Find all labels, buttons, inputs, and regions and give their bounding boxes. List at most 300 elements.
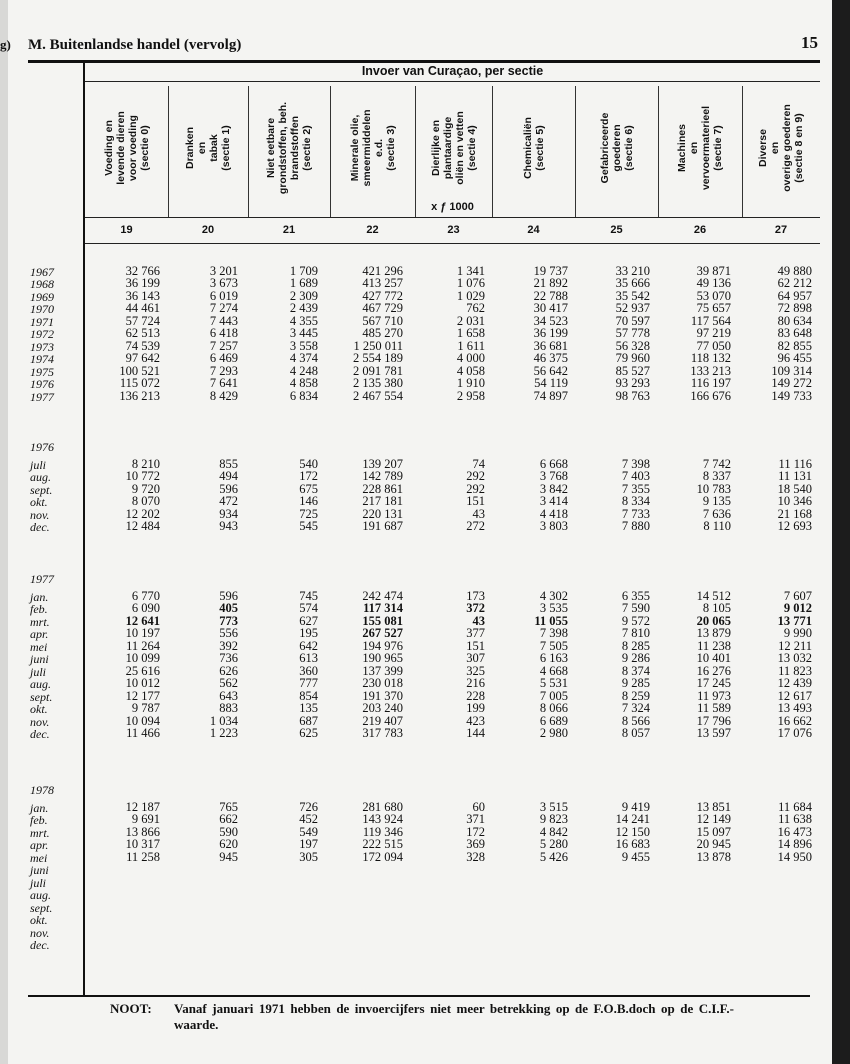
table-cell: 1 709: [289, 264, 318, 278]
footnote-label: NOOT:: [110, 1001, 152, 1016]
table-cell: 377: [466, 626, 485, 641]
table-cell: 199: [466, 701, 485, 716]
row-label: nov.: [30, 714, 50, 729]
row-label: feb.: [30, 602, 48, 617]
table-cell: 135: [299, 701, 318, 716]
table-cell: 762: [466, 301, 485, 316]
table-cell: 11 638: [778, 812, 812, 827]
table-cell: 545: [299, 519, 318, 534]
table-cell: 57 724: [125, 313, 160, 328]
column-header-26: [658, 86, 742, 210]
table-cell: 74 897: [533, 388, 568, 403]
column-header-line: Diverse: [757, 129, 769, 167]
table-cell: 627: [299, 613, 318, 628]
table-cell: 151: [466, 494, 485, 509]
table-cell: 4 858: [289, 376, 318, 391]
table-cell: 12 693: [777, 519, 812, 534]
table-cell: 172: [299, 469, 318, 484]
table-cell: 2 135 380: [353, 376, 403, 391]
column-header-line: (sectie 7): [712, 125, 724, 171]
table-cell: 57 778: [615, 326, 650, 341]
table-cell: 10 346: [777, 494, 812, 509]
table-cell: 16 662: [777, 713, 812, 728]
table-cell: 203 240: [362, 701, 403, 716]
table-cell: 3 535: [539, 601, 568, 616]
column-header-line: Machines: [676, 124, 688, 172]
row-label: juli: [30, 875, 47, 890]
table-cell: 5 280: [539, 837, 568, 852]
column-header-25: [575, 86, 658, 210]
table-cell: 109 314: [771, 363, 812, 378]
table-cell: 228: [466, 688, 485, 703]
table-cell: 119 346: [362, 824, 403, 839]
table-cell: 14 512: [696, 589, 731, 603]
table-cell: 8 105: [702, 601, 731, 616]
table-cell: 854: [299, 688, 318, 703]
table-cell: 6 834: [289, 388, 318, 403]
table-cell: 30 417: [533, 301, 568, 316]
column-separator: [492, 86, 493, 218]
table-cell: 360: [299, 663, 318, 678]
table-cell: 267 527: [362, 626, 403, 641]
row-label: sept.: [30, 900, 53, 915]
column-separator: [575, 86, 576, 218]
column-header-line: en: [769, 141, 781, 155]
column-separator: [742, 86, 743, 218]
table-cell: 883: [219, 701, 238, 716]
table-cell: 10 197: [125, 626, 160, 641]
table-cell: 6 469: [209, 351, 238, 366]
row-label: okt.: [30, 495, 48, 510]
table-cell: 219 407: [362, 713, 403, 728]
table-cell: 4 302: [539, 589, 568, 603]
table-cell: 7 293: [209, 363, 238, 378]
table-cell: 7 005: [539, 688, 568, 703]
table-cell: 1 029: [456, 288, 485, 303]
table-cell: 562: [219, 676, 238, 691]
row-label: apr.: [30, 627, 49, 642]
table-cell: 305: [299, 849, 318, 864]
table-cell: 549: [299, 824, 318, 839]
row-label: aug.: [30, 677, 51, 692]
table-cell: 1 689: [289, 276, 318, 291]
row-label: mei: [30, 850, 48, 865]
table-cell: 75 657: [696, 301, 731, 316]
table-cell: 13 032: [777, 651, 812, 666]
table-cell: 7 742: [702, 457, 731, 471]
table-cell: 6 355: [621, 589, 650, 603]
table-cell: 625: [299, 725, 318, 740]
table-cell: 12 177: [125, 688, 160, 703]
table-cell: 136 213: [119, 388, 160, 403]
row-label: dec.: [30, 726, 50, 741]
table-cell: 10 401: [696, 651, 731, 666]
table-cell: 12 150: [615, 824, 650, 839]
table-cell: 217 181: [362, 494, 403, 509]
table-cell: 85 527: [615, 363, 650, 378]
table-cell: 7 880: [621, 519, 650, 534]
table-cell: 4 668: [539, 663, 568, 678]
table-cell: 6 019: [209, 288, 238, 303]
table-cell: 11 466: [126, 725, 160, 740]
table-cell: 11 684: [778, 800, 812, 814]
table-cell: 13 597: [696, 725, 731, 740]
column-header-20: [168, 86, 248, 210]
table-cell: 421 296: [362, 264, 403, 278]
table-cell: 7 443: [209, 313, 238, 328]
table-cell: 3 842: [539, 481, 568, 496]
table-cell: 626: [219, 663, 238, 678]
table-cell: 7 398: [621, 457, 650, 471]
table-cell: 1 658: [456, 326, 485, 341]
table-cell: 11 055: [534, 613, 568, 628]
column-header-23: [415, 86, 492, 210]
table-cell: 9 285: [621, 676, 650, 691]
row-label: jan.: [30, 590, 49, 604]
column-header-line: Voeding en: [102, 120, 115, 176]
column-header-21: [248, 86, 330, 210]
table-cell: 149 272: [771, 376, 812, 391]
row-label: dec.: [30, 520, 50, 535]
table-cell: 1 250 011: [353, 338, 403, 353]
table-cell: 220 131: [362, 506, 403, 521]
table-cell: 620: [219, 837, 238, 852]
table-cell: 413 257: [362, 276, 403, 291]
table-cell: 16 683: [615, 837, 650, 852]
table-cell: 13 493: [777, 701, 812, 716]
table-cell: 46 375: [533, 351, 568, 366]
table-cell: 725: [299, 506, 318, 521]
table-cell: 7 641: [209, 376, 238, 391]
column-header-line: (sectie 8 en 9): [793, 113, 805, 183]
table-cell: 43: [472, 506, 485, 521]
table-cell: 3 201: [209, 264, 238, 278]
table-cell: 8 210: [131, 457, 160, 471]
row-label: sept.: [30, 689, 53, 704]
table-cell: 17 076: [777, 725, 812, 740]
table-cell: 7 505: [539, 638, 568, 653]
row-label: aug.: [30, 888, 51, 903]
table-cell: 5 426: [539, 849, 568, 864]
table-cell: 82 855: [777, 338, 812, 353]
table-cell: 9 286: [621, 651, 650, 666]
table-cell: 149 733: [771, 388, 812, 403]
table-cell: 39 871: [696, 264, 731, 278]
table-cell: 25 616: [125, 663, 160, 678]
table-cell: 7 733: [621, 506, 650, 521]
table-cell: 6 418: [209, 326, 238, 341]
table-cell: 52 937: [615, 301, 650, 316]
table-cell: 54 119: [534, 376, 568, 391]
column-separator: [168, 86, 169, 218]
column-header-22: [330, 86, 415, 210]
table-cell: 144: [466, 725, 485, 740]
column-header-24: [492, 86, 575, 210]
column-header-line: (sectie 0): [138, 125, 151, 171]
table-cell: 194 976: [362, 638, 403, 653]
table-cell: 765: [219, 800, 238, 814]
table-cell: 7 810: [621, 626, 650, 641]
table-cell: 35 666: [615, 276, 650, 291]
row-label: feb.: [30, 813, 48, 828]
table-cell: 6 090: [131, 601, 160, 616]
table-cell: 19 737: [533, 264, 568, 278]
table-cell: 10 094: [125, 713, 160, 728]
row-label: 1967: [30, 265, 54, 279]
table-cell: 15 097: [696, 824, 731, 839]
table-cell: 687: [299, 713, 318, 728]
table-cell: 1 341: [456, 264, 485, 278]
table-cell: 272: [466, 519, 485, 534]
table-cell: 12 202: [125, 506, 160, 521]
table-cell: 74 539: [125, 338, 160, 353]
table-cell: 472: [219, 494, 238, 509]
table-cell: 13 879: [696, 626, 731, 641]
table-cell: 2 309: [289, 288, 318, 303]
table-cell: 371: [466, 812, 485, 827]
table-cell: 8 374: [621, 663, 650, 678]
table-cell: 12 149: [696, 812, 731, 827]
table-cell: 7 607: [783, 589, 812, 603]
table-cell: 945: [219, 849, 238, 864]
column-separator: [248, 86, 249, 218]
table-cell: 9 012: [783, 601, 812, 616]
table-cell: 8 066: [539, 701, 568, 716]
row-label: 1970: [30, 302, 54, 317]
table-cell: 281 680: [362, 800, 403, 814]
table-cell: 292: [466, 481, 485, 496]
column-number-rule-bottom: [85, 243, 820, 244]
table-cell: 7 324: [621, 701, 650, 716]
table-cell: 12 439: [777, 676, 812, 691]
table-cell: 3 414: [539, 494, 568, 509]
table-cell: 8 057: [621, 725, 650, 740]
table-cell: 3 515: [539, 800, 568, 814]
table-cell: 133 213: [690, 363, 731, 378]
column-number: 23: [447, 224, 460, 236]
group-year-label: 1977: [30, 572, 54, 586]
column-header-text: [676, 106, 724, 190]
table-cell: 325: [466, 663, 485, 678]
table-cell: 8 429: [209, 388, 238, 403]
table-cell: 777: [299, 676, 318, 691]
row-label: 1977: [30, 389, 54, 404]
table-cell: 9 691: [131, 812, 160, 827]
column-header-line: (sectie 2): [301, 125, 313, 171]
table-cell: 166 676: [690, 388, 731, 403]
table-cell: 80 634: [777, 313, 812, 328]
table-cell: 2 091 781: [353, 363, 403, 378]
page-header: [28, 33, 818, 55]
table-cell: 36 199: [125, 276, 160, 291]
table-cell: 79 960: [615, 351, 650, 366]
table-cell: 96 455: [777, 351, 812, 366]
row-label: dec.: [30, 937, 50, 952]
table-cell: 736: [219, 651, 238, 666]
table-cell: 143 924: [362, 812, 403, 827]
column-header-line: en: [688, 141, 700, 155]
table-cell: 3 558: [289, 338, 318, 353]
table-cell: 12 187: [125, 800, 160, 814]
table-cell: 49 136: [696, 276, 731, 291]
column-header-line: overige goederen: [781, 104, 793, 192]
row-label: apr.: [30, 838, 49, 853]
table-cell: 4 374: [289, 351, 318, 366]
table-cell: 4 248: [289, 363, 318, 378]
table-cell: 9 419: [621, 800, 650, 814]
table-cell: 64 957: [777, 288, 812, 303]
table-cell: 216: [466, 676, 485, 691]
table-cell: 35 542: [615, 288, 650, 303]
table-cell: 3 673: [209, 276, 238, 291]
table-cell: 9 720: [131, 481, 160, 496]
table-cell: 11 238: [697, 638, 731, 653]
table-cell: 7 590: [621, 601, 650, 616]
table-cell: 372: [466, 601, 485, 616]
column-header-line: (sectie 6): [622, 125, 635, 171]
table-cell: 2 439: [289, 301, 318, 316]
column-header-line: Dranken: [184, 127, 196, 170]
table-cell: 191 687: [362, 519, 403, 534]
column-number: 20: [201, 224, 215, 236]
page-number: 15: [801, 33, 818, 52]
column-header-text: [184, 125, 232, 171]
column-number: 27: [774, 224, 788, 236]
table-cell: 10 783: [696, 481, 731, 496]
row-label: mrt.: [30, 614, 50, 629]
table-cell: 8 337: [702, 469, 731, 484]
column-header-line: Niet eetbare: [265, 117, 277, 179]
table-cell: 7 398: [539, 626, 568, 641]
table-cell: 21 892: [533, 276, 568, 291]
column-header-text: [757, 104, 805, 192]
table-cell: 36 143: [125, 288, 160, 303]
row-label: juni: [30, 652, 49, 667]
column-header-text: [349, 109, 397, 186]
table-cell: 596: [219, 589, 238, 603]
column-header-line: (sectie 5): [533, 125, 546, 171]
row-label: juli: [30, 458, 47, 472]
table-cell: 7 355: [621, 481, 650, 496]
table-cell: 7 636: [702, 506, 731, 521]
table-cell: 195: [299, 626, 318, 641]
table-cell: 7 257: [209, 338, 238, 353]
table-cell: 8 070: [131, 494, 160, 509]
table-cell: 49 880: [777, 264, 812, 278]
group-year-label: 1976: [30, 440, 54, 454]
column-header-line: Minerale olie,: [348, 114, 361, 182]
table-cell: 62 513: [125, 326, 160, 341]
column-number: 25: [610, 224, 623, 236]
table-cell: 21 168: [777, 506, 812, 521]
table-cell: 13 866: [125, 824, 160, 839]
table-cell: 590: [219, 824, 238, 839]
row-label: 1974: [30, 352, 54, 367]
table-cell: 11 823: [778, 663, 812, 678]
table-cell: 4 058: [456, 363, 485, 378]
column-header-line: voor voeding: [126, 115, 139, 181]
table-cell: 56 642: [533, 363, 568, 378]
row-label: sept.: [30, 482, 53, 497]
table-cell: 4 355: [289, 313, 318, 328]
table-cell: 494: [219, 469, 238, 484]
column-header-line: goederen: [610, 124, 623, 172]
table-cell: 675: [299, 481, 318, 496]
table-cell: 142 789: [362, 469, 403, 484]
table-cell: 4 842: [539, 824, 568, 839]
table-cell: 22 788: [533, 288, 568, 303]
table-cell: 292: [466, 469, 485, 484]
table-cell: 16 276: [696, 663, 731, 678]
unit-label: x ƒ 1000: [431, 201, 474, 213]
table-superheader: Invoer van Curaçao, per sectie: [361, 64, 544, 78]
table-cell: 137 399: [362, 663, 403, 678]
table-cell: 369: [466, 837, 485, 852]
table-cell: 14 896: [777, 837, 812, 852]
table-cell: 11 264: [126, 638, 160, 653]
table-cell: 574: [299, 601, 318, 616]
column-header-line: vervoermaterieel: [700, 105, 712, 191]
table-cell: 12 641: [125, 613, 160, 628]
column-header-line: (sectie 4): [465, 125, 478, 171]
table-cell: 11 258: [126, 849, 160, 864]
row-label: nov.: [30, 507, 50, 522]
table-cell: 13 771: [777, 613, 812, 628]
table-cell: 6 689: [539, 713, 568, 728]
table-cell: 556: [219, 626, 238, 641]
table-cell: 934: [219, 506, 238, 521]
column-header-line: tabak: [208, 134, 220, 162]
column-header-text: [522, 117, 546, 179]
table-cell: 613: [299, 651, 318, 666]
table-cell: 567 710: [362, 313, 403, 328]
table-cell: 11 589: [697, 701, 731, 716]
column-header-line: grondstoffen, beh.: [277, 101, 289, 195]
column-header-text: [599, 113, 635, 184]
column-header-line: Dierlijke en: [429, 119, 442, 177]
table-cell: 97 642: [125, 351, 160, 366]
table-cell: 16 473: [777, 824, 812, 839]
table-cell: 34 523: [533, 313, 568, 328]
table-cell: 12 211: [778, 638, 812, 653]
column-header-line: oliën en vetten: [453, 111, 466, 185]
table-cell: 745: [299, 589, 318, 603]
table-cell: 8 285: [621, 638, 650, 653]
section-title: M. Buitenlandse handel (vervolg): [28, 37, 242, 53]
table-cell: 452: [299, 812, 318, 827]
row-label: mei: [30, 639, 48, 654]
column-number: 24: [527, 224, 540, 236]
table-cell: 3 803: [539, 519, 568, 534]
column-header-line: plantaardige: [441, 116, 454, 180]
table-cell: 60: [472, 800, 485, 814]
table-cell: 11 116: [778, 457, 812, 471]
table-cell: 540: [299, 457, 318, 471]
table-cell: 33 210: [615, 264, 650, 278]
table-cell: 115 072: [119, 376, 160, 391]
table-cell: 328: [466, 849, 485, 864]
column-header-line: Chemicaliën: [521, 117, 534, 179]
table-cell: 943: [219, 519, 238, 534]
table-cell: 139 207: [362, 457, 403, 471]
table-cell: 10 317: [125, 837, 160, 852]
table-cell: 11 973: [697, 688, 731, 703]
column-header-line: (sectie 3): [384, 125, 397, 171]
table-cell: 117 564: [690, 313, 731, 328]
row-label: nov.: [30, 925, 50, 940]
header-rule: [28, 60, 820, 63]
table-cell: 100 521: [119, 363, 160, 378]
